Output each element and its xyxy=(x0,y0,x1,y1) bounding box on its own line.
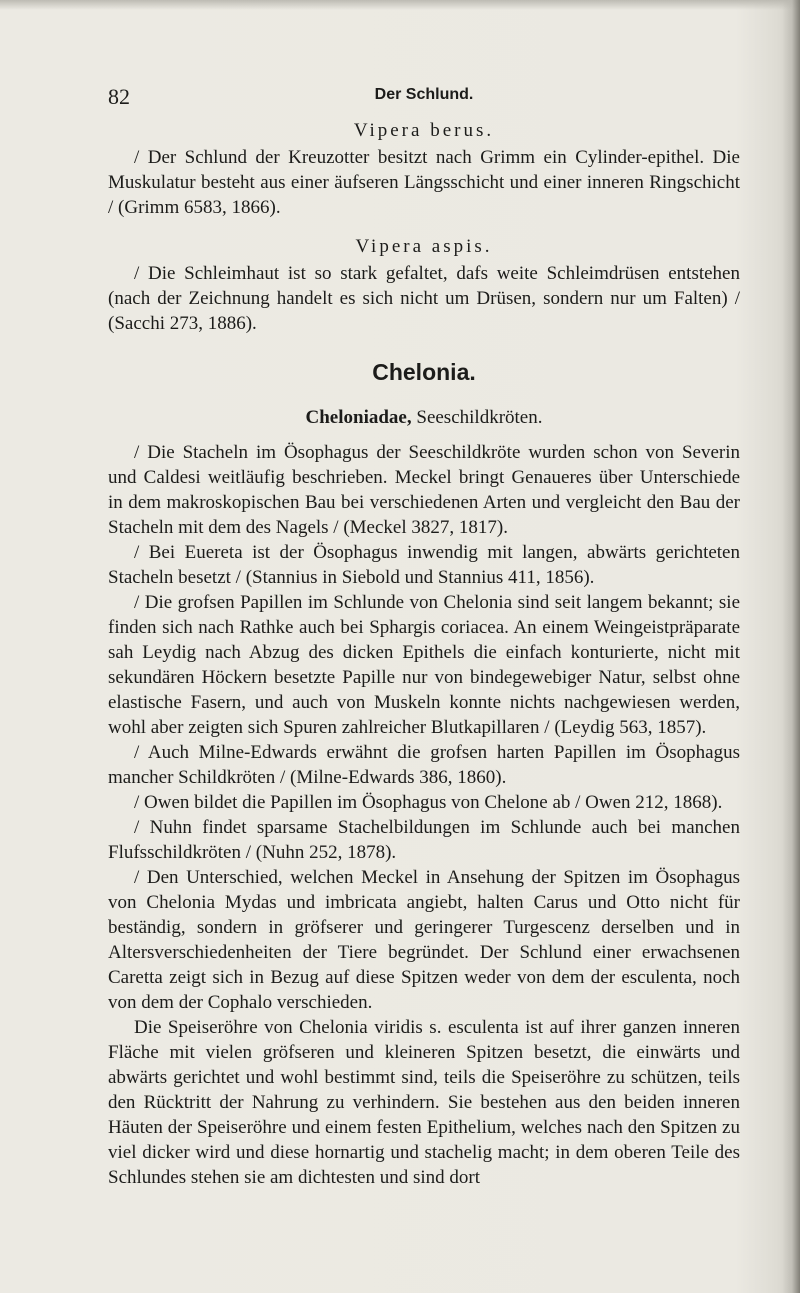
paragraph: / Den Unterschied, welchen Meckel in Ansehung der Spitzen im Ösophagus von Chelonia Mydas und imbricata angiebt, halten Carus und Otto nicht für beständig, sondern in gröfserer und geringerer Turgescenz derselben und in Altersverschiedenheiten der Tiere begründet. Der Schlund einer erwachsenen Caretta zeigt sich in Bezug auf diese Spitzen weder von dem der esculenta, noch von dem der Cophalo verschieden. xyxy=(108,867,740,1013)
paragraph: / Die Stacheln im Ösophagus der Seeschildkröte wurden schon von Severin und Caldesi weitläufig beschrieben. Meckel bringt Genaueres über Unterschiede in dem makroskopischen Bau bei verschiedenen Arten und vergleicht den Bau der Stacheln mit dem des Nagels / (Meckel 3827, 1817). xyxy=(108,442,740,538)
page-number: 82 xyxy=(108,84,130,109)
species-heading-vipera-aspis: Vipera aspis. xyxy=(355,236,493,257)
paragraph: / Auch Milne-Edwards erwähnt die grofsen harten Papillen im Ösophagus mancher Schildkröten / (Milne-Edwards 386, 1860). xyxy=(108,742,740,788)
running-head xyxy=(108,78,740,110)
page-top-shadow xyxy=(0,0,800,10)
page-content xyxy=(108,78,740,1190)
paragraph: / Owen bildet die Papillen im Ösophagus von Chelone ab / Owen 212, 1868). xyxy=(134,792,723,813)
paragraph: / Der Schlund der Kreuzotter besitzt nach Grimm ein Cylinder-epithel. Die Muskulatur besteht aus einer äufseren Längsschicht und einer inneren Ringschicht / (Grimm 6583, 1866). xyxy=(108,147,740,218)
paragraph: Die Speiseröhre von Chelonia viridis s. esculenta ist auf ihrer ganzen inneren Fläche mit vielen gröfseren und kleineren Spitzen besetzt, die einwärts und abwärts gerichtet und wohl bestimmt sind, teils die Speiseröhre zu schützen, teils den Rücktritt der Nahrung zu verhindern. Sie bestehen aus den beiden inneren Häuten der Speiseröhre und einem festen Epithelium, welches nach den Spitzen zu viel dicker wird und diese hornartig und stachelig macht; in dem oberen Teile des Schlundes stehen sie am dichtesten und sind dort xyxy=(108,1017,740,1188)
page-right-shadow xyxy=(782,0,800,1293)
running-title: Der Schlund. xyxy=(374,86,474,103)
paragraph: / Die grofsen Papillen im Schlunde von Chelonia sind seit langem bekannt; sie finden sich nach Rathke auch bei Sphargis coriacea. An einem Weingeistpräparate sah Leydig nach Abzug des dicken Epithels die einfach konturierte, nicht mit sekundären Höckern besetzte Papille nur von bindegewebiger Natur, selbst ohne elastische Fasern, und auch von Muskeln konnte nichts nachgewiesen werden, wohl aber zeigten sich Spuren zahlreicher Blutkapillaren / (Leydig 563, 1857). xyxy=(108,592,740,738)
subsection-common-name: Seeschildkröten. xyxy=(411,407,543,428)
section-title-chelonia: Chelonia. xyxy=(372,359,476,385)
species-heading-vipera-berus: Vipera berus. xyxy=(353,120,495,141)
subsection-heading xyxy=(108,405,740,430)
body-text xyxy=(108,118,740,1190)
paragraph: / Nuhn findet sparsame Stachelbildungen im Schlunde auch bei manchen Flufsschildkröten / (Nuhn 252, 1878). xyxy=(108,817,740,863)
paragraph: / Bei Euereta ist der Ösophagus inwendig mit langen, abwärts gerichteten Stacheln besetzt / (Stannius in Siebold und Stannius 411, 1856). xyxy=(108,542,740,588)
paragraph: / Die Schleimhaut ist so stark gefaltet, dafs weite Schleimdrüsen entstehen (nach der Zeichnung handelt es sich nicht um Drüsen, sondern nur um Falten) / (Sacchi 273, 1886). xyxy=(108,263,740,334)
subsection-family: Cheloniadae, xyxy=(305,407,412,428)
